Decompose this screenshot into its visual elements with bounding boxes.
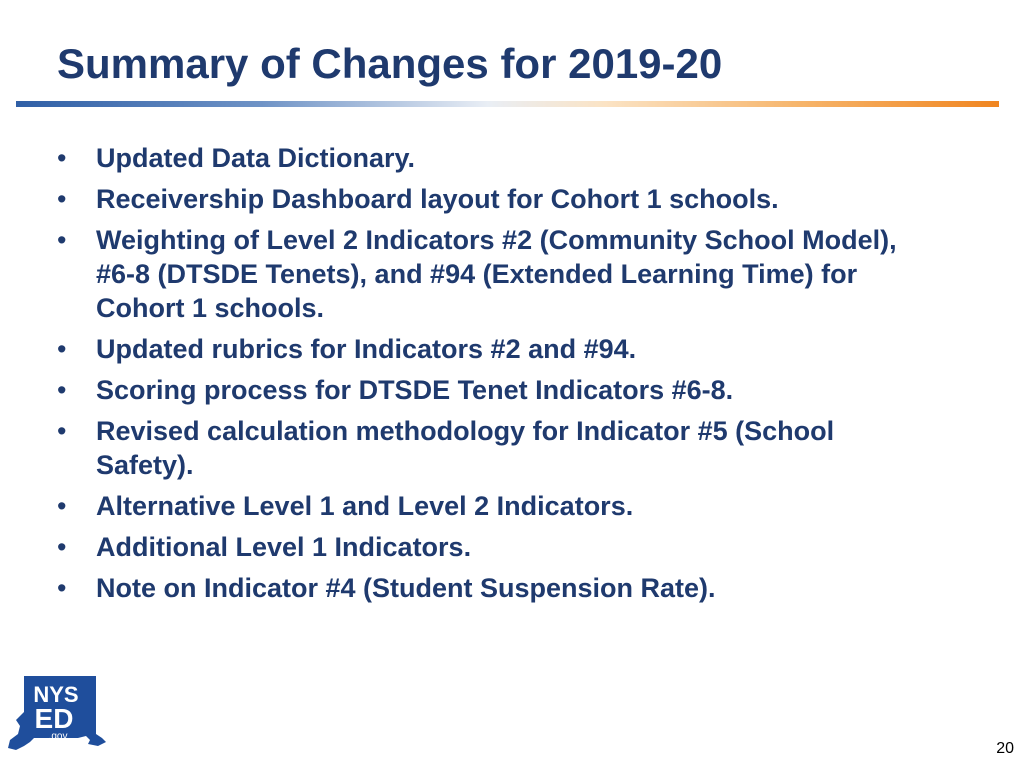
bullet-text: Additional Level 1 Indicators. bbox=[96, 532, 472, 562]
bullet-item bbox=[57, 332, 907, 366]
page-number: 20 bbox=[996, 740, 1014, 757]
bullet-text: Scoring process for DTSDE Tenet Indicators #6-8. bbox=[96, 375, 734, 405]
logo-gov-text: .gov bbox=[48, 731, 68, 742]
bullet-icon: • bbox=[57, 334, 67, 364]
title-divider bbox=[16, 101, 999, 107]
bullet-icon: • bbox=[57, 573, 67, 603]
nys-ed-logo-icon bbox=[4, 672, 112, 758]
bullet-item bbox=[57, 373, 907, 407]
bullet-text: Weighting of Level 2 Indicators #2 (Community School Model), #6-8 (DTSDE Tenets), and #94 (Extended Learning Time) for Cohort 1 schools. bbox=[96, 225, 897, 323]
nys-ed-logo[interactable] bbox=[4, 672, 112, 758]
bullet-text: Receivership Dashboard layout for Cohort 1 schools. bbox=[96, 184, 779, 214]
bullet-text: Alternative Level 1 and Level 2 Indicators. bbox=[96, 491, 634, 521]
bullet-item bbox=[57, 223, 907, 325]
bullet-icon: • bbox=[57, 532, 67, 562]
bullet-text: Updated Data Dictionary. bbox=[96, 143, 416, 173]
logo-ed-text: ED bbox=[34, 703, 74, 734]
bullet-icon: • bbox=[57, 143, 67, 173]
bullet-item bbox=[57, 571, 907, 605]
bullet-text: Updated rubrics for Indicators #2 and #94. bbox=[96, 334, 637, 364]
bullet-item bbox=[57, 414, 907, 482]
bullet-text: Note on Indicator #4 (Student Suspension Rate). bbox=[96, 573, 716, 603]
logo-nys-text: NYS bbox=[33, 682, 79, 707]
bullet-icon: • bbox=[57, 184, 67, 214]
bullet-icon: • bbox=[57, 491, 67, 521]
bullet-icon: • bbox=[57, 416, 67, 446]
bullet-item bbox=[57, 489, 907, 523]
bullet-icon: • bbox=[57, 375, 67, 405]
bullet-item bbox=[57, 141, 907, 175]
bullet-item bbox=[57, 182, 907, 216]
slide-title: Summary of Changes for 2019-20 bbox=[57, 40, 723, 87]
bullet-item bbox=[57, 530, 907, 564]
bullet-list bbox=[57, 141, 907, 612]
bullet-text: Revised calculation methodology for Indicator #5 (School Safety). bbox=[96, 416, 835, 480]
bullet-icon: • bbox=[57, 225, 67, 255]
